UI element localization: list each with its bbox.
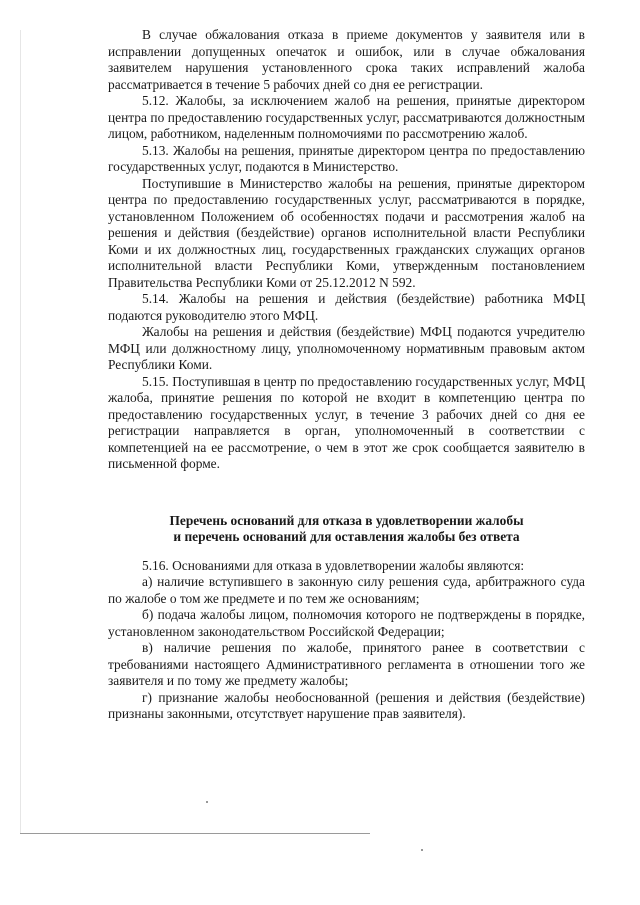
list-item: в) наличие решения по жалобе, принятого ранее в соответствии с требованиями настоящего Административного регламента в отношении того же заявителя и по тому же предмету жалобы; xyxy=(108,640,585,688)
scan-edge-line xyxy=(20,833,370,834)
paragraph: 5.12. Жалобы, за исключением жалоб на решения, принятые директором центра по предоставлению государственных услуг, рассматриваются должностным лицом, работником, наделенным полномочиями по рассмотрению жалоб. xyxy=(108,93,585,141)
list-item: г) признание жалобы необоснованной (решения и действия (бездействие) признаны законными, отсутствует нарушение прав заявителя). xyxy=(108,689,585,721)
section-heading-line: Перечень оснований для отказа в удовлетворении жалобы xyxy=(169,512,524,528)
scan-edge-shadow xyxy=(20,30,21,833)
scan-speck xyxy=(421,849,423,851)
scan-speck xyxy=(206,801,208,803)
section-heading xyxy=(108,513,585,546)
paragraph: 5.16. Основаниями для отказа в удовлетворении жалобы являются: xyxy=(142,557,525,573)
paragraph: Поступившие в Министерство жалобы на решения, принятые директором центра по предоставлению государственных услуг, рассматриваются в порядке, установленном Положением об особенностях подачи и рассмотрения жалоб на решения и действия (бездействие) органов исполнительной власти Республики Коми и их должностных лиц, государственных гражданских служащих органов исполнительной власти Республики Коми, утвержденным постановлением Правительства Республики Коми от 25.12.2012 N 592. xyxy=(108,175,585,290)
section-heading-line: и перечень оснований для оставления жалобы без ответа xyxy=(173,529,520,544)
paragraph: 5.13. Жалобы на решения, принятые директором центра по предоставлению государственных услуг, подаются в Министерство. xyxy=(108,142,585,174)
list-item: б) подача жалобы лицом, полномочия которого не подтверждены в порядке, установленном законодательством Российской Федерации; xyxy=(108,607,585,639)
paragraph: Жалобы на решения и действия (бездействие) МФЦ подаются учредителю МФЦ или должностному лицу, уполномоченному нормативным правовым актом Республики Коми. xyxy=(108,324,585,372)
paragraph: 5.14. Жалобы на решения и действия (бездействие) работника МФЦ подаются руководителю этого МФЦ. xyxy=(108,291,585,323)
list-item: а) наличие вступившего в законную силу решения суда, арбитражного суда по жалобе о том же предмете и по тем же основаниям; xyxy=(108,574,585,606)
paragraph: 5.15. Поступившая в центр по предоставлению государственных услуг, МФЦ жалоба, принятие решения по которой не входит в компетенцию центра по предоставлению государственных услуг, в течение 3 рабочих дней со дня ее регистрации направляется в орган, уполномоченный в соответствии с компетенцией на ее рассмотрение, о чем в этот же срок сообщается заявителю в письменной форме. xyxy=(108,373,585,471)
document-body xyxy=(108,27,585,723)
paragraph: В случае обжалования отказа в приеме документов у заявителя или в исправлении допущенных опечаток и ошибок, или в случае обжалования заявителем нарушения установленного срока таких исправлений жалоба рассматривается в течение 5 рабочих дней со дня ее регистрации. xyxy=(108,27,585,92)
